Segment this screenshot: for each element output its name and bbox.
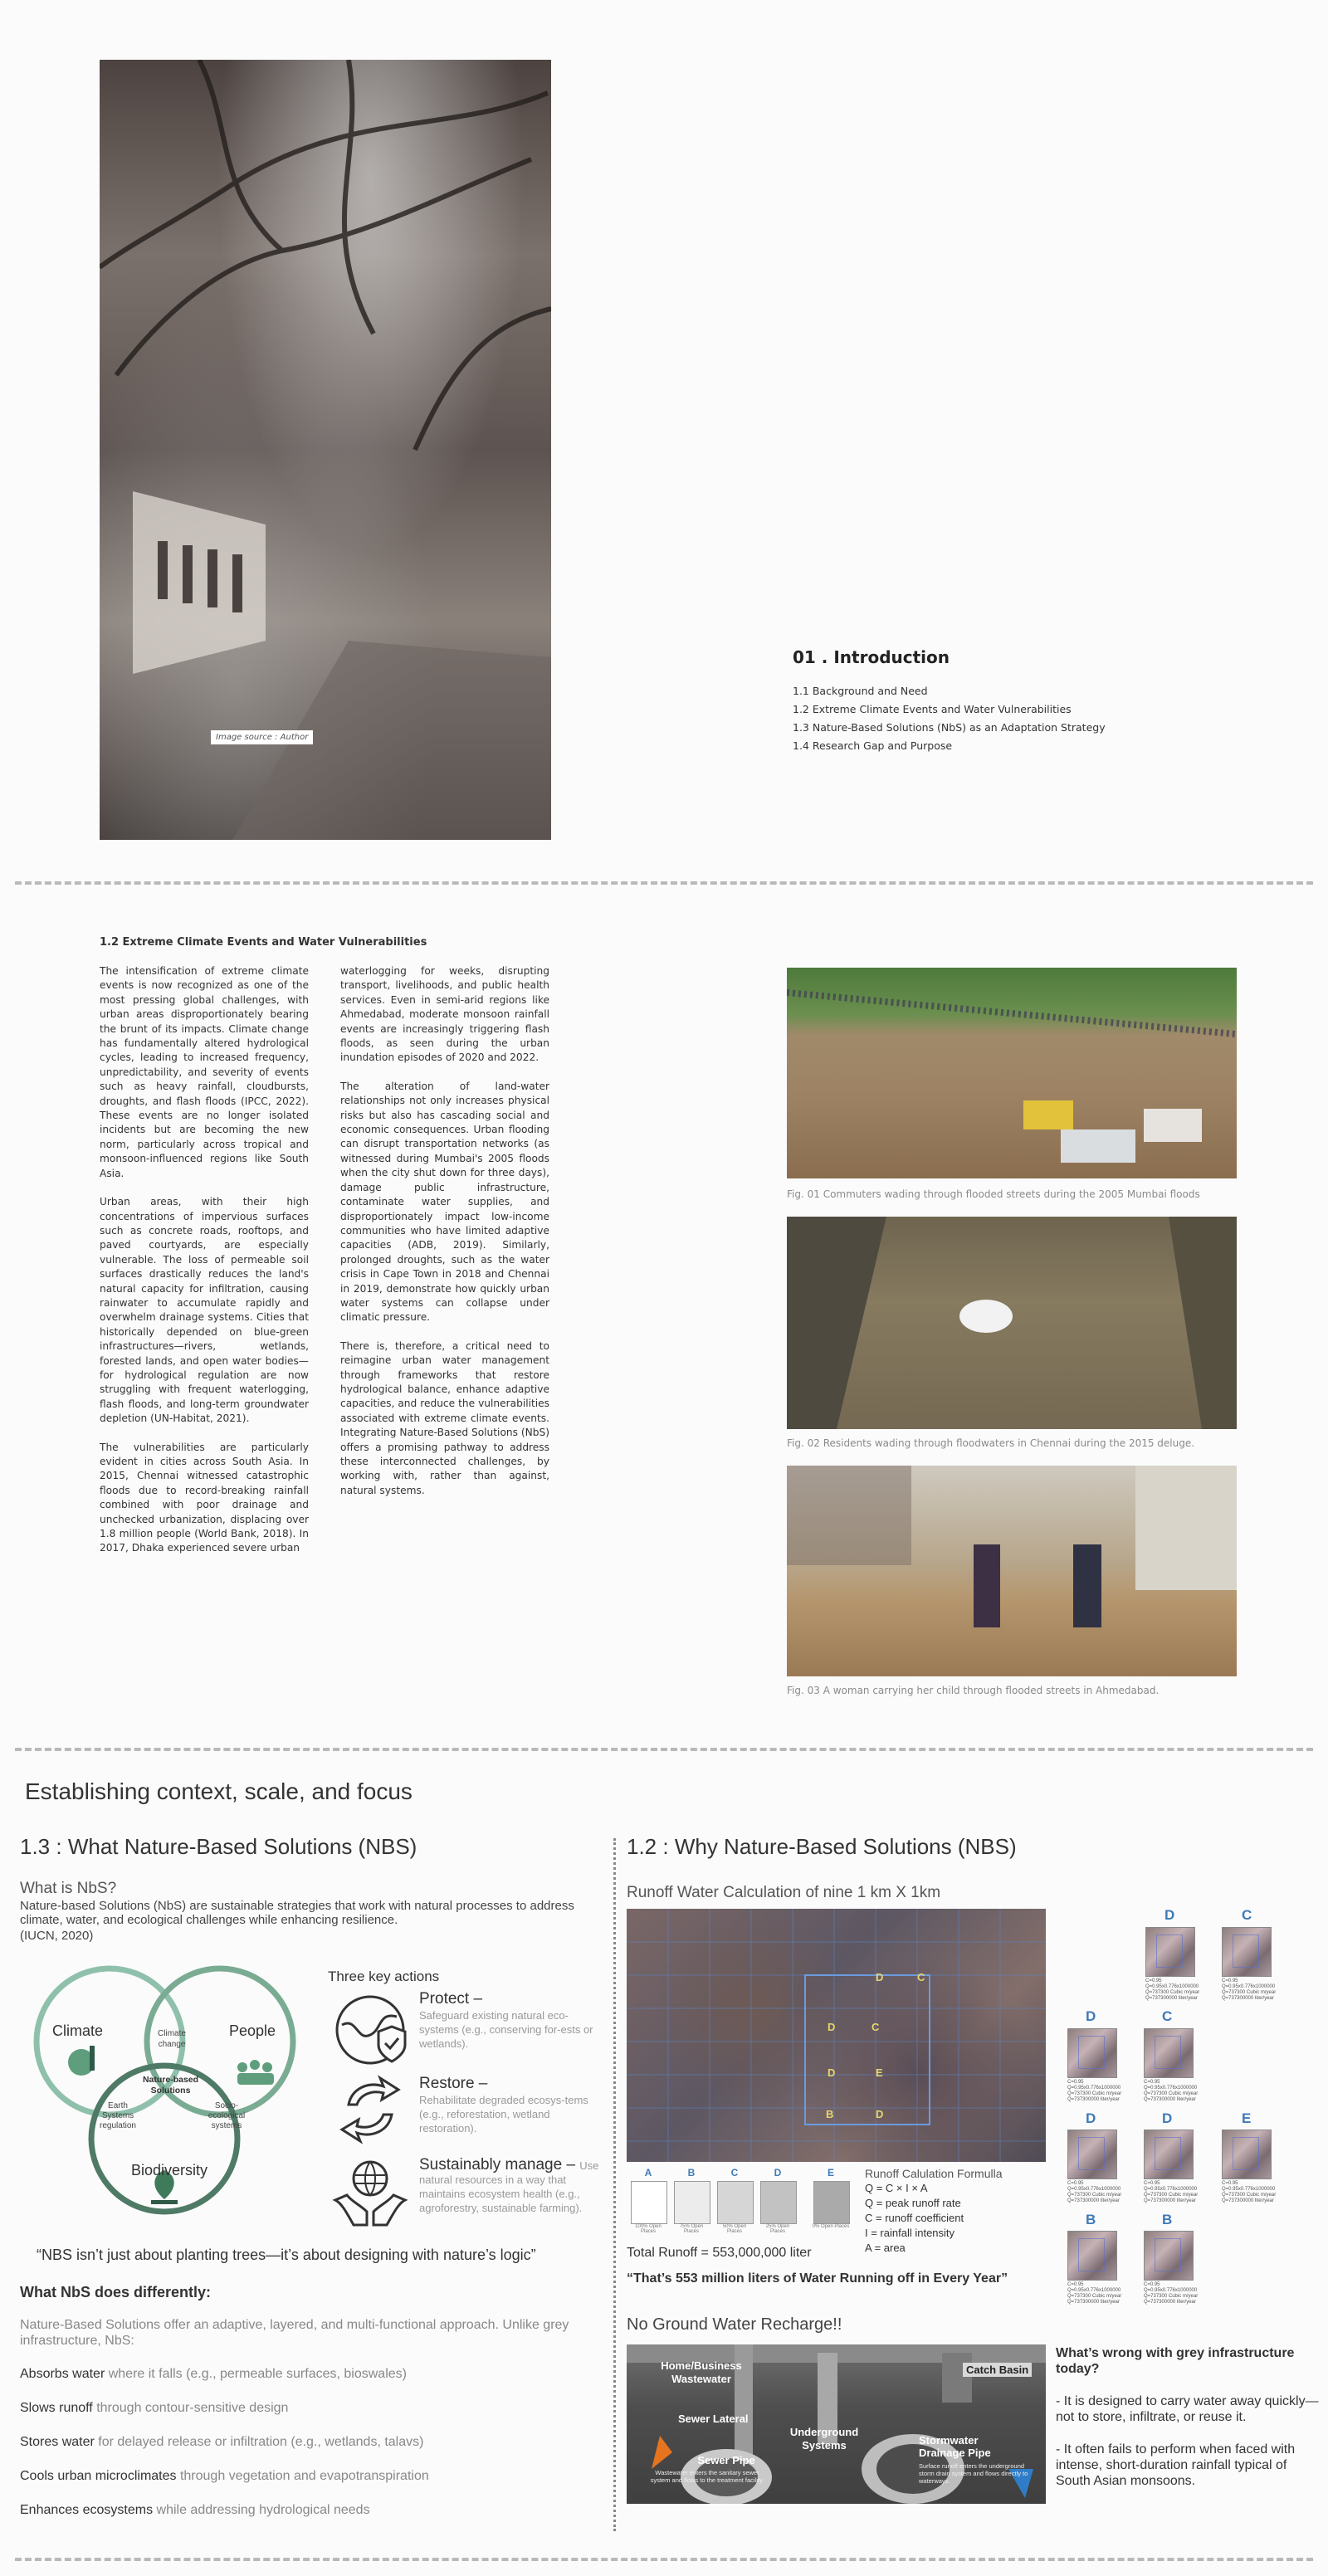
figure-caption: Fig. 01 Commuters wading through flooded streets during the 2005 Mumbai floods (787, 1188, 1200, 1200)
paragraph: The alteration of land-water relationships not only increases physical risks but also has cascading social and economic consequences. Urban flooding can disrupt transportation networks (as witnessed during Mumbai's 2005 floods when the city shut down for three days), damage public infrastructure, contaminate water supplies, and disproportionately impact low-income communities who have limited adaptive capacities (ADB, 2019). Similarly, prolonged droughts, such as the water crisis in Cape Town in 2018 and Chennai in 2019, demonstrate how quickly urban water systems can collapse under climatic pressure. (340, 1080, 549, 1324)
legend-label: 0% Open Places (812, 2224, 850, 2229)
map-cell-label: D (828, 2066, 836, 2079)
paragraph: There is, therefore, a critical need to reimagine urban water management through frameworks that restore hydrological balance, enhance adaptive capacities, and reduce the vulnerabilities associated with extreme climate events. Integrating Nature-Based Solutions (NbS) offers a promising pathway to address these interconnected challenges, by working with, rather than against, natural systems. (340, 1339, 549, 1496)
tile-letter: B (1162, 2212, 1173, 2227)
map-cell-label: D (876, 1971, 884, 1983)
flood-photo-mumbai (787, 968, 1237, 1178)
runoff-formula (865, 2166, 1003, 2256)
flood-photo-chennai (787, 1217, 1237, 1429)
tile-letter: D (1086, 2110, 1096, 2126)
no-recharge-heading: No Ground Water Recharge!! (627, 2315, 842, 2334)
page-divider (15, 2558, 1313, 2561)
pipe-desc-sewer: Wastewater enters the sanitary sewer system and flows to the treatment facility. (650, 2469, 764, 2484)
figure-caption: Fig. 02 Residents wading through floodwaters in Chennai during the 2015 deluge. (787, 1437, 1195, 1449)
pipe-label-catch: Catch Basin (963, 2363, 1032, 2377)
paragraph: The vulnerabilities are particularly evident in cities across South Asia. In 2015, Chennai witnessed catastrophic floods due to record-breaking rainfall combined with poor drainage and unchecked urbanization, displacing over 1.8 million people (World Bank, 2018). In 2017, Dhaka experienced severe urban (100, 1441, 309, 1554)
legend-letter: A (644, 2167, 652, 2178)
map-cell-label: E (876, 2066, 883, 2079)
map-cell-label: C (917, 1971, 925, 1983)
grey-infra-title: What’s wrong with grey infrastructure today? (1056, 2346, 1295, 2376)
tile-image (1067, 2231, 1117, 2281)
text-column-2 (340, 964, 549, 1512)
tile-letter: D (1086, 2008, 1096, 2024)
venn-label-nbs: Nature-based Solutions (142, 2075, 199, 2095)
tile-values: C=0.95 Q=0.95x0.776x1000000 Q=737300 Cubic m/year Q=737300000 liter/year (1222, 1978, 1277, 2001)
pipe-label-lateral: Sewer Lateral (678, 2413, 749, 2425)
tile-image (1144, 2130, 1194, 2179)
pipe-label-storm: Stormwater Drainage Pipe (919, 2434, 991, 2459)
recycle-arrows-icon (332, 2071, 408, 2148)
toc-item[interactable]: 1.2 Extreme Climate Events and Water Vulnerabilities (793, 703, 1072, 715)
paragraph: waterlogging for weeks, disrupting transport, livelihoods, and public health services. Even in semi-arid regions like Ahmedabad, moderate monsoon rainfall events are increasingly triggering flash floods, as seen during the urban inundation episodes of 2020 and 2022. (340, 965, 549, 1064)
map-cell-label: D (828, 2021, 836, 2033)
action-description: Safeguard existing natural eco-systems (e.g., conserving for-ests or wetlands). (419, 2009, 593, 2050)
legend-letter: B (687, 2167, 696, 2178)
venn-label-biodiversity: Biodiversity (131, 2162, 208, 2178)
nbs-quote: “NBS isn’t just about planting trees—it’s about designing with nature’s logic” (37, 2247, 536, 2263)
tile-values: C=0.95 Q=0.95x0.776x1000000 Q=737300 Cubic m/year Q=737300000 liter/year (1144, 2080, 1199, 2102)
legend-swatch (760, 2181, 797, 2224)
page-divider (15, 1748, 1313, 1751)
diff-item: Cools urban microclimates through vegetation and evapotranspiration (20, 2469, 429, 2483)
toc-item[interactable]: 1.4 Research Gap and Purpose (793, 739, 953, 752)
tile-letter: C (1242, 1907, 1252, 1923)
diff-item: Slows runoff through contour-sensitive design (20, 2401, 289, 2415)
legend-label: 75% Open Places (679, 2224, 704, 2234)
page-divider (15, 881, 1313, 885)
text-column-1 (100, 964, 309, 1570)
nbs-section-title: 1.3 : What Nature-Based Solutions (NBS) (20, 1834, 417, 1859)
pipe-desc-storm: Surface runoff enters the underground storm drain system and flows directly to waterways. (919, 2462, 1028, 2485)
flood-photo-ahmedabad (787, 1466, 1237, 1676)
formula-line: C = runoff coefficient (865, 2212, 964, 2224)
grey-infra-point: - It is designed to carry water away quickly—not to store, infiltrate, or reuse it. (1056, 2394, 1319, 2424)
tile-values: C=0.95 Q=0.95x0.776x1000000 Q=737300 Cubic m/year Q=737300000 liter/year (1222, 2181, 1277, 2203)
tile-image (1222, 2130, 1272, 2179)
legend-letter: D (774, 2167, 782, 2178)
tile-image (1144, 2028, 1194, 2078)
hero-caption: Image source : Author (211, 730, 313, 744)
action-description-row (419, 2158, 606, 2215)
legend-label: 50% Open Places (722, 2224, 747, 2234)
chapter-toc (793, 682, 1106, 755)
action-protect (419, 1990, 606, 2051)
venn-label-earth-systems: Earth Systems regulation (100, 2101, 136, 2130)
venn-label-climate: Climate (52, 2022, 104, 2039)
diff-item: Enhances ecosystems while addressing hydrological needs (20, 2503, 370, 2517)
map-cell-label: D (876, 2108, 884, 2120)
map-cell-label: B (826, 2108, 834, 2120)
tile-values: C=0.95 Q=0.95x0.776x1000000 Q=737300 Cubic m/year Q=737300000 liter/year (1067, 2080, 1122, 2102)
venn-label-people: People (229, 2022, 276, 2039)
why-section-title: 1.2 : Why Nature-Based Solutions (NBS) (627, 1834, 1017, 1859)
tile-letter: D (1164, 1907, 1175, 1923)
nbs-definition: Nature-based Solutions (NbS) are sustainable strategies that work with natural processes to address climate, water, and ecological challenges while enhancing resilience. (20, 1899, 574, 1927)
diff-item: Absorbs water where it falls (e.g., permeable surfaces, bioswales) (20, 2367, 407, 2381)
tile-values: C=0.95 Q=0.95x0.776x1000000 Q=737300 Cubic m/year Q=737300000 liter/year (1067, 2282, 1122, 2305)
action-restore (419, 2075, 606, 2135)
nbs-citation: (IUCN, 2020) (20, 1929, 94, 1943)
grey-infrastructure-illustration (627, 2344, 1046, 2504)
hands-globe-icon (330, 2154, 410, 2233)
legend-swatch (674, 2181, 710, 2224)
pipe-label-home: Home/Business Wastewater (661, 2359, 742, 2385)
action-sustainably-manage (419, 2158, 606, 2215)
map-cell-label: C (872, 2021, 880, 2033)
pipe-label-underground: Underground Systems (789, 2426, 859, 2452)
toc-item[interactable]: 1.3 Nature-Based Solutions (NbS) as an Adaptation Strategy (793, 721, 1106, 734)
legend-letter: E (827, 2167, 834, 2178)
legend-swatch (813, 2181, 850, 2224)
tile-values: C=0.95 Q=0.95x0.776x1000000 Q=737300 Cubic m/year Q=737300000 liter/year (1144, 2181, 1199, 2203)
chapter-title: 01 . Introduction (793, 647, 950, 667)
aerial-grid-map (627, 1909, 1046, 2162)
hero-tree-photo (100, 60, 551, 840)
action-description: Use natural resources in a way that maintains ecosystem health (e.g., agroforestry, sustainable farming). (419, 2159, 599, 2214)
total-runoff: Total Runoff = 553,000,000 liter (627, 2246, 812, 2260)
formula-title: Runoff Calulation Formulla (865, 2167, 1003, 2180)
toc-item[interactable]: 1.1 Background and Need (793, 685, 928, 697)
diff-title: What NbS does differently: (20, 2284, 212, 2300)
grey-infra-point: - It often fails to perform when faced with intense, short-duration rainfall typical of South Asian monsoons. (1056, 2442, 1296, 2488)
runoff-title: Runoff Water Calculation of nine 1 km X 1km (627, 1884, 941, 1901)
legend-label: 100% Open Places (635, 2224, 662, 2234)
venn-label-socio-ecological: Socio-ecological systems (208, 2101, 246, 2130)
tile-image (1145, 1927, 1195, 1977)
action-title: Restore – (419, 2075, 488, 2092)
tile-values: C=0.95 Q=0.95x0.776x1000000 Q=737300 Cubic m/year Q=737300000 liter/year (1145, 1978, 1200, 2001)
tile-values: C=0.95 Q=0.95x0.776x1000000 Q=737300 Cubic m/year Q=737300000 liter/year (1067, 2181, 1122, 2203)
legend-swatch (631, 2181, 667, 2224)
tile-image (1067, 2130, 1117, 2179)
pipe-label-sewer: Sewer Pipe (697, 2454, 755, 2466)
tile-letter: D (1162, 2110, 1173, 2126)
formula-line: I = rainfall intensity (865, 2227, 955, 2239)
formula-line: Q = peak runoff rate (865, 2197, 961, 2209)
legend-label: 25% Open Places (765, 2224, 790, 2234)
legend-swatch (717, 2181, 754, 2224)
action-description: Rehabilitate degraded ecosys-tems (e.g., reforestation, wetland restoration). (419, 2094, 588, 2134)
column-divider (613, 1838, 616, 2531)
tree-branches-graphic (100, 60, 551, 840)
action-title: Sustainably manage – (419, 2156, 580, 2174)
tile-letter: E (1242, 2110, 1252, 2126)
action-title: Protect – (419, 1990, 483, 2008)
paragraph: Urban areas, with their high concentrations of impervious surfaces such as concrete roads, rooftops, and paved courtyards, are especially vulnerable. The loss of permeable soil surfaces drastically reduces the land's natural capacity for infiltration, causing rainwater to accumulate rapidly and overwhelm drainage systems. Cities that historically depended on blue-green infrastructures—rivers, wetlands, forested lands, and open water bodies—for hydrological regulation are now struggling with frequent waterlogging, flash floods, and long-term groundwater depletion (UN-Habitat, 2021). (100, 1196, 309, 1425)
context-title: Establishing context, scale, and focus (25, 1778, 413, 1804)
tile-letter: C (1162, 2008, 1173, 2024)
what-is-nbs-heading: What is NbS? (20, 1880, 117, 1897)
formula-line: Q = C × I × A (865, 2182, 928, 2194)
diff-intro: Nature-Based Solutions offer an adaptive, layered, and multi-functional approach. Unlike grey infrastructure, NbS: (20, 2318, 569, 2348)
tile-image (1144, 2231, 1194, 2281)
tile-image (1067, 2028, 1117, 2078)
runoff-quote: “That’s 553 million liters of Water Running off in Every Year” (627, 2271, 1008, 2286)
globe-shield-icon (332, 1992, 408, 2068)
tile-image (1222, 1927, 1272, 1977)
diff-item: Stores water for delayed release or infiltration (e.g., wetlands, talavs) (20, 2435, 424, 2449)
key-actions-title: Three key actions (328, 1969, 440, 1984)
tile-letter: B (1086, 2212, 1096, 2227)
legend-letter: C (730, 2167, 739, 2178)
section-heading: 1.2 Extreme Climate Events and Water Vulnerabilities (100, 936, 427, 949)
formula-line: A = area (865, 2242, 906, 2254)
figure-caption: Fig. 03 A woman carrying her child through flooded streets in Ahmedabad. (787, 1685, 1160, 1696)
paragraph: The intensification of extreme climate events is now recognized as one of the most pressing global challenges, with urban areas disproportionately bearing the brunt of its impacts. Climate change has fundamentally altered hydrological cycles, leading to increased frequency, unpredictability, and severity of events such as heavy rainfall, cloudbursts, droughts, and flash floods (IPCC, 2022). These events are no longer isolated incidents but are becoming the new norm, particularly across tropical and monsoon-influenced regions like South Asia. (100, 965, 309, 1179)
venn-label-climate-change: Climate change (158, 2029, 186, 2049)
diff-list (20, 2367, 609, 2537)
tile-values: C=0.95 Q=0.95x0.776x1000000 Q=737300 Cubic m/year Q=737300000 liter/year (1144, 2282, 1199, 2305)
